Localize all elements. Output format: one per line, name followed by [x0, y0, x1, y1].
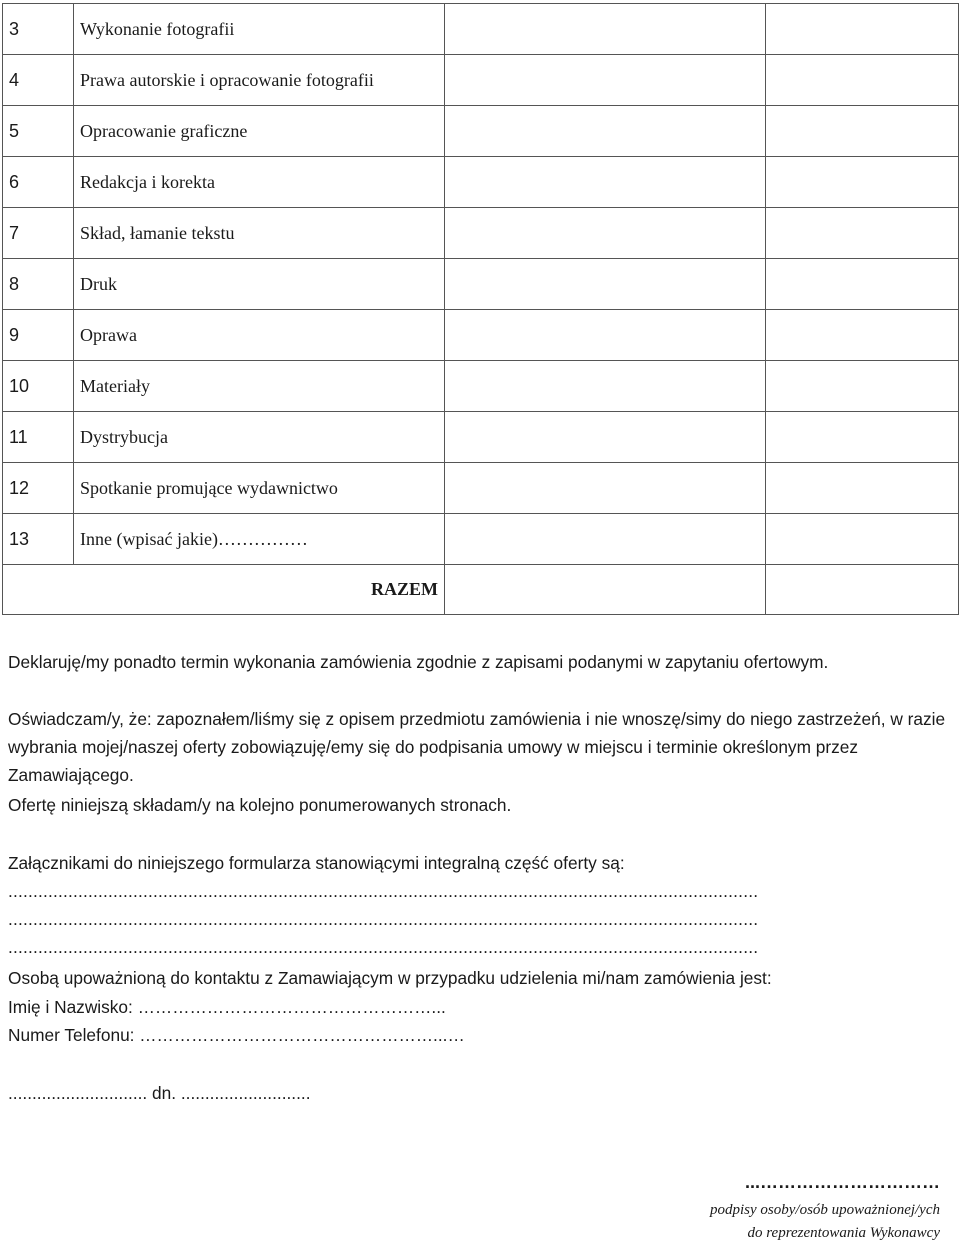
row-amount-cell[interactable] [445, 514, 766, 565]
row-extra-cell[interactable] [766, 55, 959, 106]
row-extra-cell[interactable] [766, 310, 959, 361]
table-row [3, 157, 959, 208]
row-label: Materiały [74, 361, 445, 412]
table-row [3, 463, 959, 514]
statement-declaration: Oświadczam/y, że: zapoznałem/liśmy się z opisem przedmiotu zamówienia i nie wnoszę/simy do niego zastrzeżeń, w razie wybrania mojej/naszej oferty zobowiązuję/emy się do podpisania umowy w miejscu i terminie określonym przez Zamawiającego. [8, 709, 946, 785]
row-amount-cell[interactable] [445, 310, 766, 361]
row-label: Wykonanie fotografii [74, 4, 445, 55]
pages-declaration: Ofertę niniejszą składam/y na kolejno ponumerowanych stronach. [8, 795, 512, 815]
table-row [3, 412, 959, 463]
contact-name-line[interactable]: Imię i Nazwisko: ……………………………………………... [8, 997, 446, 1017]
table-row [3, 4, 959, 55]
contact-heading: Osobą upoważnioną do kontaktu z Zamawiającym w przypadku udzielenia mi/nam zamówienia jest: [8, 968, 772, 988]
total-label: RAZEM [3, 565, 445, 615]
attachment-line[interactable]: ...................................................................................................................................................... [8, 909, 759, 929]
row-number: 6 [3, 157, 74, 208]
row-label: Opracowanie graficzne [74, 106, 445, 157]
total-row [3, 565, 959, 615]
row-label: Skład, łamanie tekstu [74, 208, 445, 259]
row-extra-cell[interactable] [766, 514, 959, 565]
table-row [3, 514, 959, 565]
row-amount-cell[interactable] [445, 106, 766, 157]
row-amount-cell[interactable] [445, 157, 766, 208]
row-label: Oprawa [74, 310, 445, 361]
row-amount-cell[interactable] [445, 208, 766, 259]
row-label: Inne (wpisać jakie)…………… [74, 514, 445, 565]
table-row [3, 208, 959, 259]
row-extra-cell[interactable] [766, 208, 959, 259]
row-amount-cell[interactable] [445, 259, 766, 310]
row-number: 12 [3, 463, 74, 514]
row-extra-cell[interactable] [766, 463, 959, 514]
table-row [3, 55, 959, 106]
place-date-line[interactable]: ............................. dn. ........................... [8, 1083, 311, 1103]
table-row [3, 259, 959, 310]
row-extra-cell[interactable] [766, 4, 959, 55]
row-extra-cell[interactable] [766, 106, 959, 157]
row-number: 11 [3, 412, 74, 463]
row-number: 3 [3, 4, 74, 55]
row-number: 13 [3, 514, 74, 565]
row-extra-cell[interactable] [766, 412, 959, 463]
row-label: Prawa autorskie i opracowanie fotografii [74, 55, 445, 106]
row-number: 5 [3, 106, 74, 157]
row-number: 9 [3, 310, 74, 361]
table-row [3, 106, 959, 157]
attachment-line[interactable]: ...................................................................................................................................................... [8, 881, 759, 901]
row-number: 4 [3, 55, 74, 106]
row-extra-cell[interactable] [766, 361, 959, 412]
row-label: Druk [74, 259, 445, 310]
row-amount-cell[interactable] [445, 55, 766, 106]
table-row [3, 310, 959, 361]
table-row [3, 361, 959, 412]
row-amount-cell[interactable] [445, 412, 766, 463]
row-number: 10 [3, 361, 74, 412]
contact-phone-line[interactable]: Numer Telefonu: ……………………………………………...… [8, 1025, 465, 1045]
attachment-line[interactable]: ...................................................................................................................................................... [8, 937, 759, 957]
row-label: Redakcja i korekta [74, 157, 445, 208]
signature-caption-1: podpisy osoby/osób upoważnionej/ych [710, 1202, 940, 1218]
signature-caption-2: do reprezentowania Wykonawcy [747, 1225, 940, 1241]
row-amount-cell[interactable] [445, 361, 766, 412]
row-amount-cell[interactable] [445, 4, 766, 55]
row-number: 7 [3, 208, 74, 259]
cost-table [2, 3, 959, 615]
row-label: Dystrybucja [74, 412, 445, 463]
attachments-heading: Załącznikami do niniejszego formularza stanowiącymi integralną część oferty są: [8, 853, 625, 873]
deadline-declaration: Deklaruję/my ponadto termin wykonania zamówienia zgodnie z zapisami podanymi w zapytaniu ofertowym. [8, 652, 829, 672]
row-amount-cell[interactable] [445, 463, 766, 514]
total-extra-cell[interactable] [766, 565, 959, 615]
row-extra-cell[interactable] [766, 157, 959, 208]
row-number: 8 [3, 259, 74, 310]
signature-line[interactable]: ...………………………… [744, 1172, 940, 1192]
row-label: Spotkanie promujące wydawnictwo [74, 463, 445, 514]
row-extra-cell[interactable] [766, 259, 959, 310]
total-amount-cell[interactable] [445, 565, 766, 615]
